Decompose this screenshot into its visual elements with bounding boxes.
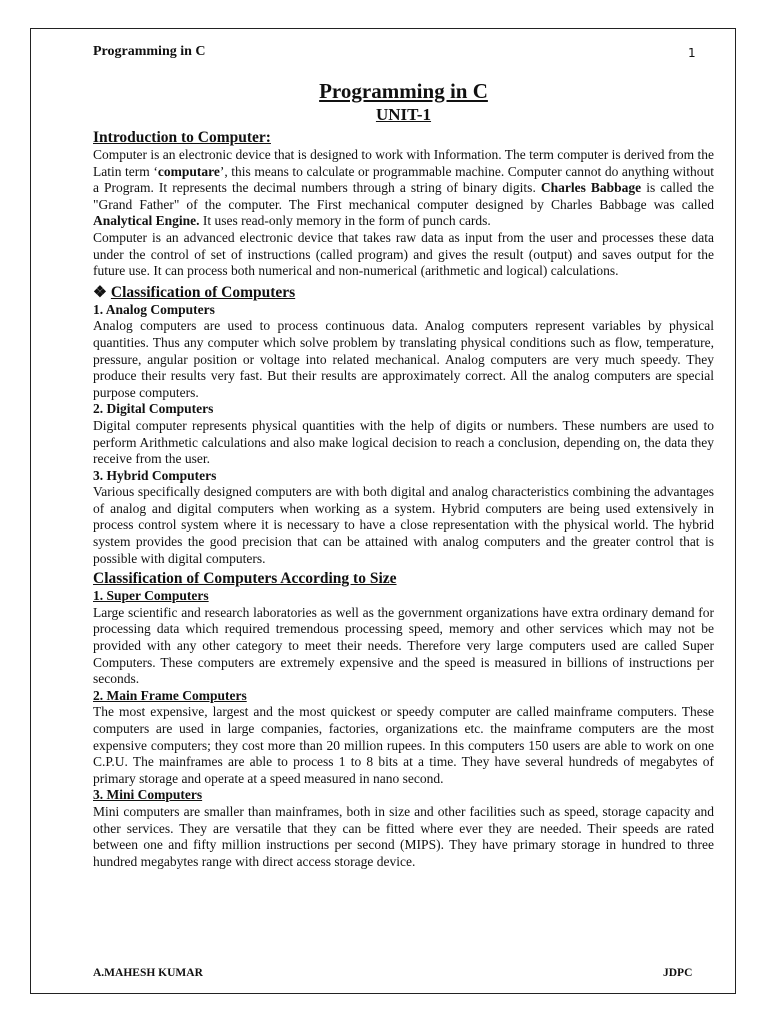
intro-heading: Introduction to Computer: [93,129,271,146]
page-title: Programming in C [319,79,488,103]
size-heading: Classification of Computers According to Size [93,570,397,588]
super-heading: 1. Super Computers [93,588,209,604]
institution-footer: JDPC [663,967,693,979]
hybrid-heading: 3. Hybrid Computers [93,467,217,483]
unit-subtitle: UNIT-1 [375,105,432,124]
digital-text: Digital computer represents physical quantities with the help of digits or numbers. These numbers are used to perform Arithmetic calculations and also make logical decision to reach a conclusion, depending on, the data they receive from the user. [93,417,714,467]
intro-paragraph-1: Computer is an electronic device that is designed to work with Information. The term computer is derived from the Latin term ‘computare’, this means to calculate or programmable machine. Computer cannot do anything without a Program. It represents the decimal numbers through a string of binary digits. Charles Babbage is called the "Grand Father" of the computer. The First mechanical computer designed by Charles Babbage was called Analytical Engine. It uses read-only memory in the form of punch cards. [93,147,714,229]
analog-text: Analog computers are used to process continuous data. Analog computers represent variables by physical quantities. Thus any computer which solve problem by translating physical conditions such as flow, temperature, pressure, angular position or voltage into related mechanical. Analog computers are very much speedy. They produce their results very fast. But their results are approximately correct. All the analog computers are special purpose computers. [93,318,714,400]
document-body [93,78,714,870]
classification-heading: ❖ Classification of Computers [93,283,296,301]
diamond-bullet-icon: ❖ [93,283,107,301]
mini-text: Mini computers are smaller than mainframes, both in size and other facilities such as speed, storage capacity and other services. They are versatile that they can be fitted where ever they are needed. Their speeds are rated between one and fifty million instructions per second (MIPS). They have primary storage in hundred to three hundred megabytes range with direct access storage device. [93,803,714,869]
mainframe-text: The most expensive, largest and the most quickest or speedy computer are called mainframe computers. These computers are used in large companies, factories, organizations etc. the mainframe computers are the most expensive computers; they cost more than 20 million rupees. In this computers 150 users are able to work on one C.P.U. The mainframes are able to process 1 to 8 bits at a time. They have several hundreds of megabytes of primary storage and operate at a speed measured in nano second. [93,704,714,786]
digital-heading: 2. Digital Computers [93,401,214,417]
mini-heading: 3. Mini Computers [93,787,203,803]
page-number: 1 [688,46,696,60]
analog-heading: 1. Analog Computers [93,301,215,317]
intro-paragraph-2: Computer is an advanced electronic device that takes raw data as input from the user and processes these data under the control of set of instructions (called program) and gives the result (output) and saves output for the future use. It can process both numerical and non-numerical (arithmetic and logical) calculations. [93,229,714,279]
mainframe-heading: 2. Main Frame Computers [93,687,247,703]
hybrid-text: Various specifically designed computers are with both digital and analog characteristics combining the advantages of analog and digital computers when working as a system. Hybrid computers are being used extensively in process control system where it is necessary to have a close representation with the physical world. The hybrid system provides the good precision that can be attained with analog computers and the greater control that is possible with digital computers. [93,484,714,566]
running-header: Programming in C [93,44,206,59]
author-footer: A.MAHESH KUMAR [93,967,203,979]
super-text: Large scientific and research laboratories as well as the government organizations have extra ordinary demand for processing data which required tremendous processing speed, memory and other services which may not be provided with any other category to meet their needs. Therefore very large computers used are called Super Computers. These computers are extremely expensive and the speed is measured in billions of instructions per seconds. [93,604,714,687]
